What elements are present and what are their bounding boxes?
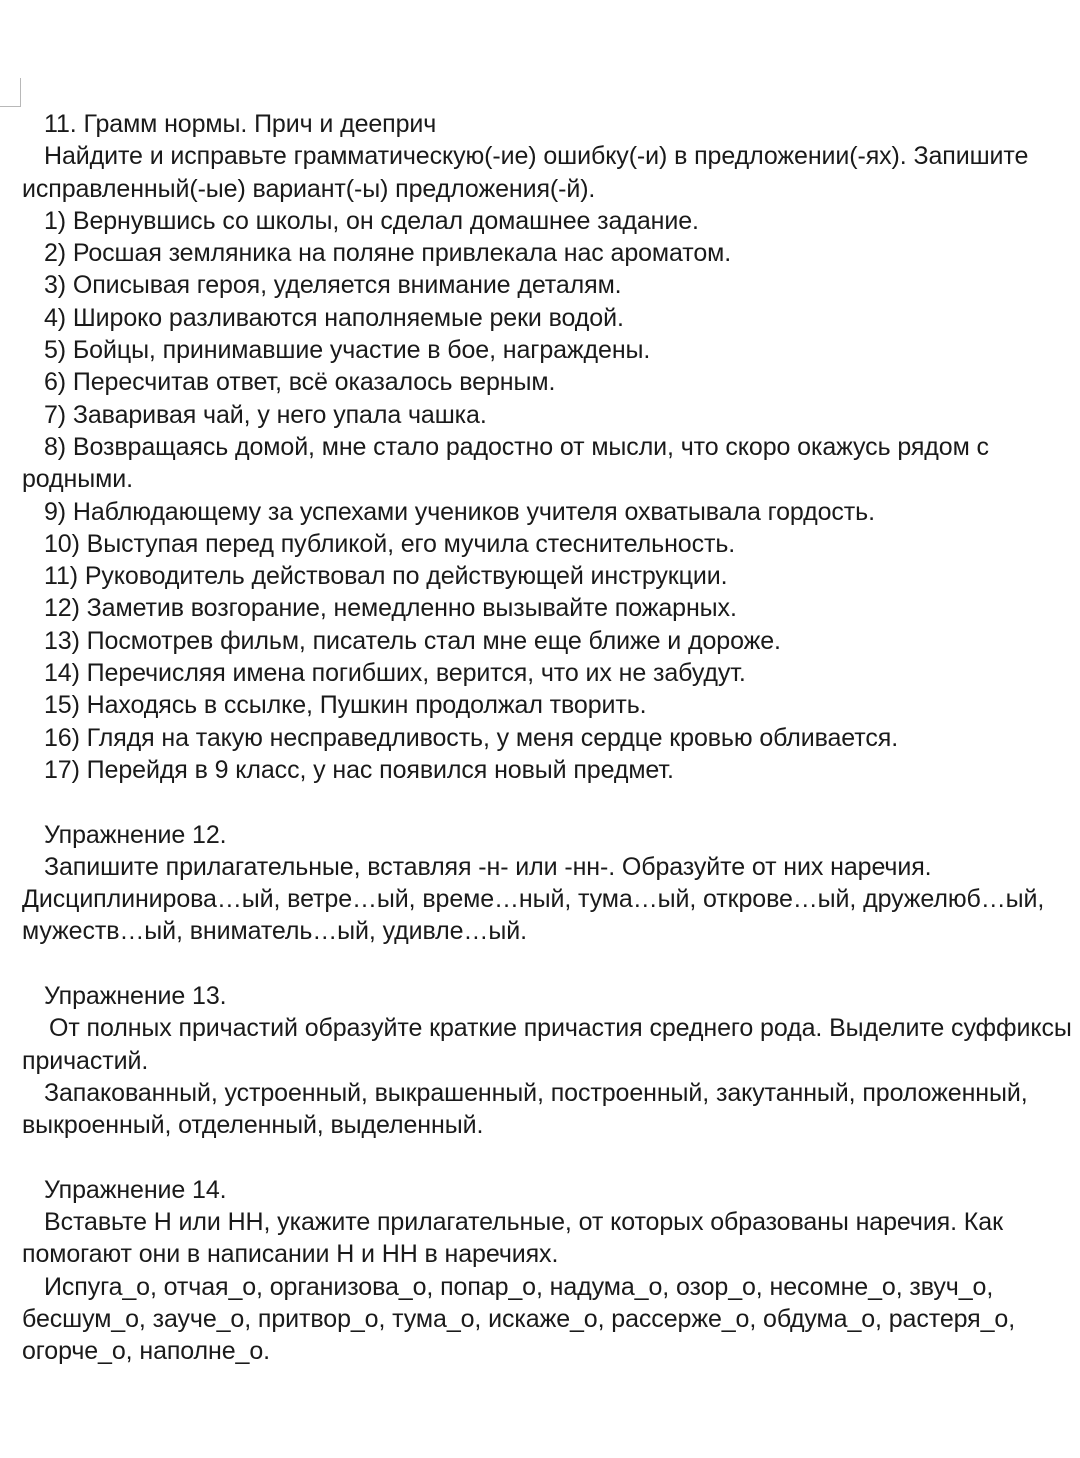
- exercise-12-words: Дисциплинирова…ый, ветре…ый, време…ный, тума…ый, открове…ый, дружелюб…ый, мужеств…ый, вниматель…ый, удивле…ый.: [22, 885, 1045, 946]
- exercise-13-heading: Упражнение 13.: [44, 982, 227, 1011]
- sentence-item: 1) Вернувшись со школы, он сделал домашнее задание.: [44, 206, 699, 235]
- sentence-item: 15) Находясь в ссылке, Пушкин продолжал творить.: [44, 691, 647, 720]
- exercise-12-instruction: Запишите прилагательные, вставляя -н- или -нн-. Образуйте от них наречия.: [44, 852, 932, 881]
- sentence-item: 13) Посмотрев фильм, писатель стал мне еще ближе и дороже.: [44, 626, 781, 655]
- sentence-item: 10) Выступая перед публикой, его мучила стеснительность.: [44, 529, 736, 558]
- exercise-12-heading: Упражнение 12.: [44, 820, 227, 849]
- sentence-item: 12) Заметив возгорание, немедленно вызывайте пожарных.: [44, 594, 737, 623]
- sentence-item: 9) Наблюдающему за успехами учеников учителя охватывала гордость.: [44, 497, 875, 526]
- sentence-item: 3) Описывая героя, уделяется внимание деталям.: [44, 271, 622, 300]
- exercise-13-instruction: От полных причастий образуйте краткие причастия среднего рода. Выделите суффиксы причастий.: [22, 1014, 1072, 1075]
- exercise-14-heading: Упражнение 14.: [44, 1175, 227, 1204]
- blank-line: [22, 948, 1074, 980]
- sentence-item: 14) Перечисляя имена погибших, верится, что их не забудут.: [44, 659, 746, 688]
- exercise-14-words: Испуга_о, отчая_о, организова_о, попар_о, надума_о, озор_о, несомне_о, звуч_о, бесшум_о, зауче_о, притвор_о, тума_о, искаже_о, рассерже_о, обдума_о, растеря_о, огорче_о, наполне_о.: [22, 1272, 1016, 1366]
- sentence-item: 11) Руководитель действовал по действующей инструкции.: [44, 562, 728, 591]
- blank-line: [22, 786, 1074, 818]
- sentence-item: 16) Глядя на такую несправедливость, у меня сердце кровью обливается.: [44, 723, 899, 752]
- exercise-13-words: Запакованный, устроенный, выкрашенный, построенный, закутанный, проложенный, выкроенный, отделенный, выделенный.: [22, 1078, 1028, 1140]
- sentence-item: 2) Росшая земляника на поляне привлекала нас ароматом.: [44, 239, 732, 268]
- page-corner-mark: [0, 78, 21, 107]
- sentence-item: 17) Перейдя в 9 класс, у нас появился новый предмет.: [44, 755, 674, 784]
- sentence-item: 7) Заваривая чай, у него упала чашка.: [44, 400, 487, 429]
- section-title: 11. Грамм нормы. Прич и дееприч: [44, 110, 437, 138]
- document-page: [22, 108, 1074, 1368]
- sentence-item: 6) Пересчитав ответ, всё оказалось верным.: [44, 368, 556, 397]
- sentence-item: 5) Бойцы, принимавшие участие в бое, награждены.: [44, 336, 651, 365]
- section-instruction: Найдите и исправьте грамматическую(-ие) ошибку(-и) в предложении(-ях). Запишите исправленный(-ые) вариант(-ы) предложения(-й).: [22, 142, 1029, 203]
- exercise-14-instruction: Вставьте Н или НН, укажите прилагательные, от которых образованы наречия. Как помогают они в написании Н и НН в наречиях.: [22, 1208, 1003, 1269]
- sentence-item: 4) Широко разливаются наполняемые реки водой.: [44, 303, 624, 332]
- blank-line: [22, 1142, 1074, 1174]
- sentence-item: 8) Возвращаясь домой, мне стало радостно от мысли, что скоро окажусь рядом с родными.: [22, 432, 989, 494]
